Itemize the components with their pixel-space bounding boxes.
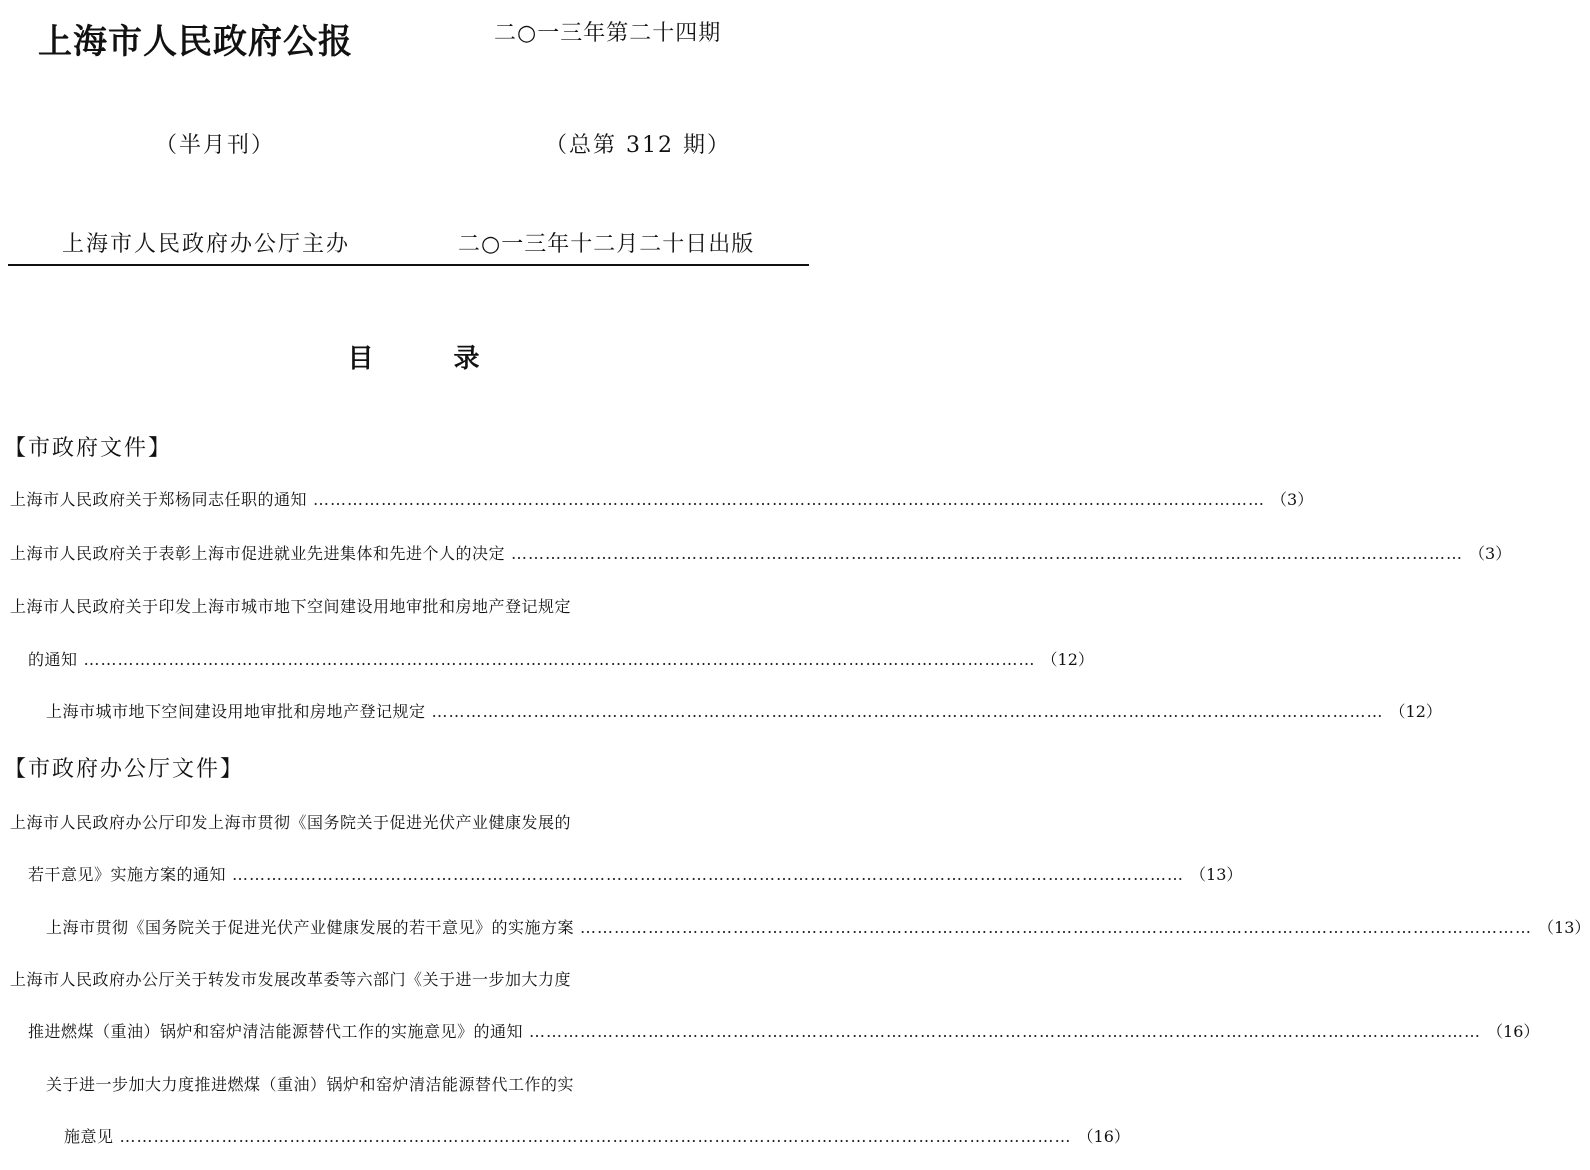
toc-page-number: （3） [1271, 490, 1314, 509]
toc-page-number: （16） [1487, 1022, 1540, 1041]
toc-entry[interactable] [28, 1019, 1540, 1043]
toc-entry-title: 上海市人民政府关于表彰上海市促进就业先进集体和先进个人的决定 [10, 544, 506, 563]
toc-page-number: （12） [1041, 650, 1094, 669]
toc-entry[interactable] [64, 1124, 1130, 1148]
toc-entry[interactable] [46, 699, 1442, 723]
toc-entry[interactable] [46, 915, 1590, 939]
section-heading-general-office: 【市政府办公厅文件】 [4, 757, 245, 782]
toc-leader-dots: …………………………………………………………………………………………………………………………………………………… [511, 544, 1464, 563]
toc-entry-title-continued: 推进燃煤（重油）锅炉和窑炉清洁能源替代工作的实施意见》的通知 [28, 1022, 524, 1041]
publication-title: 上海市人民政府公报 [38, 22, 353, 62]
toc-entry[interactable] [28, 862, 1243, 886]
toc-page-number: （13） [1538, 918, 1590, 937]
toc-entry-title-continued: 的通知 [28, 650, 78, 669]
toc-entry-title: 上海市人民政府关于郑杨同志任职的通知 [10, 490, 308, 509]
toc-entry-title-continued: 施意见 [64, 1127, 114, 1146]
toc-title: 目录 [347, 344, 560, 374]
toc-page-number: （13） [1190, 865, 1243, 884]
toc-entry-title[interactable]: 上海市人民政府办公厅关于转发市发展改革委等六部门《关于进一步加大力度 [10, 970, 572, 989]
toc-entry-title-continued: 若干意见》实施方案的通知 [28, 865, 227, 884]
toc-page-number: （3） [1469, 544, 1512, 563]
toc-leader-dots: …………………………………………………………………………………………………………………………………………………… [83, 650, 1036, 669]
toc-leader-dots: …………………………………………………………………………………………………………………………………………………… [529, 1022, 1482, 1041]
publish-date: 二○一三年十二月二十日出版 [458, 232, 755, 257]
toc-entry-title[interactable]: 上海市人民政府办公厅印发上海市贯彻《国务院关于促进光伏产业健康发展的 [10, 813, 572, 832]
toc-entry-title[interactable]: 关于进一步加大力度推进燃煤（重油）锅炉和窑炉清洁能源替代工作的实 [46, 1075, 575, 1094]
publication-frequency: （半月刊） [155, 133, 276, 158]
toc-leader-dots: …………………………………………………………………………………………………………………………………………………… [313, 490, 1266, 509]
toc-leader-dots: …………………………………………………………………………………………………………………………………………………… [431, 702, 1384, 721]
header-divider [8, 264, 809, 266]
section-heading-municipal-government: 【市政府文件】 [4, 436, 173, 461]
toc-page-number: （12） [1389, 702, 1442, 721]
toc-entry-title: 上海市贯彻《国务院关于促进光伏产业健康发展的若干意见》的实施方案 [46, 918, 575, 937]
toc-leader-dots: …………………………………………………………………………………………………………………………………………………… [232, 865, 1185, 884]
toc-entry-title: 上海市城市地下空间建设用地审批和房地产登记规定 [46, 702, 426, 721]
toc-leader-dots: …………………………………………………………………………………………………………………………………………………… [119, 1127, 1072, 1146]
toc-entry-title[interactable]: 上海市人民政府关于印发上海市城市地下空间建设用地审批和房地产登记规定 [10, 597, 572, 616]
sponsor-line: 上海市人民政府办公厅主办 [62, 232, 351, 257]
toc-leader-dots: …………………………………………………………………………………………………………………………………………………… [580, 918, 1533, 937]
toc-entry[interactable] [28, 647, 1094, 671]
issue-number: 二○一三年第二十四期 [494, 21, 722, 46]
total-issue-number: （总第 312 期） [545, 133, 731, 158]
toc-page-number: （16） [1077, 1127, 1130, 1146]
toc-entry[interactable] [10, 541, 1512, 565]
toc-entry[interactable] [10, 487, 1314, 511]
